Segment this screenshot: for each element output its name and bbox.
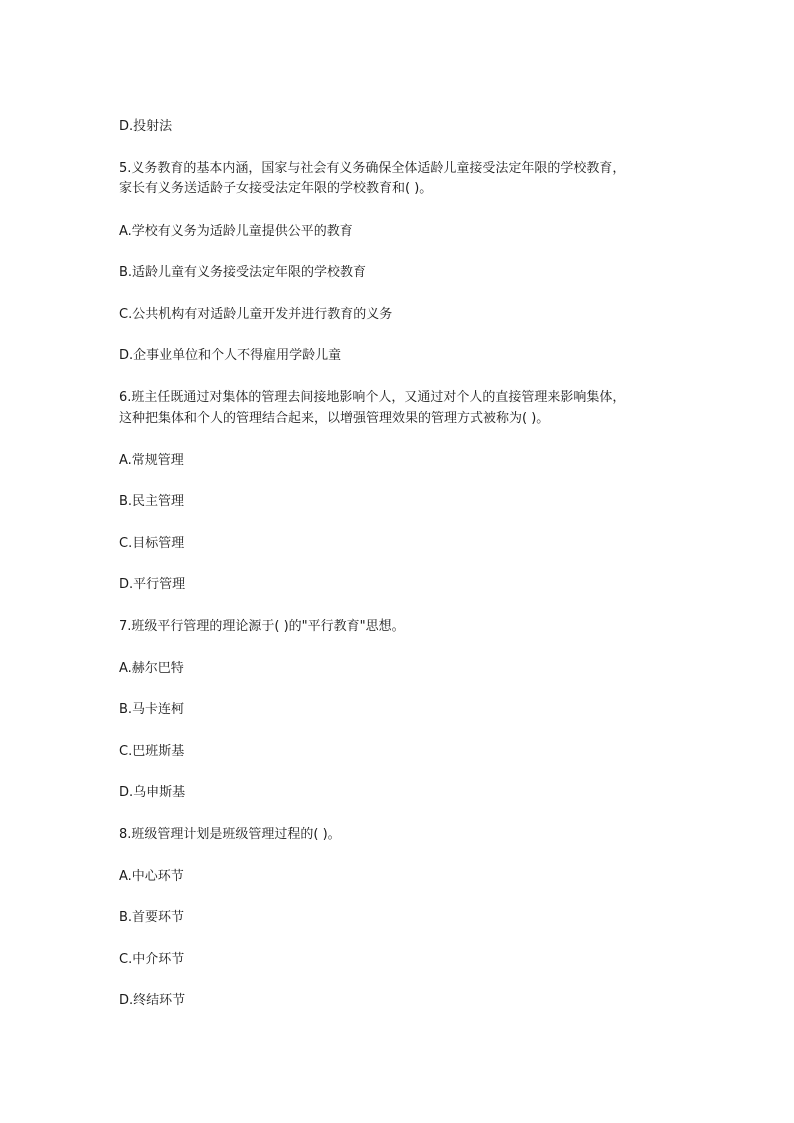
option-q7-b: B.马卡连柯: [119, 702, 185, 717]
option-q6-a: A.常规管理: [119, 453, 184, 468]
option-q8-d: D.终结环节: [119, 993, 186, 1008]
question-6-line-1: 6.班主任既通过对集体的管理去间接地影响个人，又通过对个人的直接管理来影响集体，: [119, 390, 626, 405]
option-q7-a: A.赫尔巴特: [119, 661, 184, 676]
option-q8-b: B.首要环节: [119, 910, 185, 925]
option-q6-d: D.平行管理: [119, 577, 186, 592]
question-5-line-2: 家长有义务送适龄子女接受法定年限的学校教育和( )。: [119, 181, 433, 196]
option-q6-c: C.目标管理: [119, 536, 185, 551]
option-q5-d: D.企事业单位和个人不得雇用学龄儿童: [119, 348, 342, 363]
option-q5-b: B.适龄儿童有义务接受法定年限的学校教育: [119, 265, 367, 280]
option-q4-d: D.投射法: [119, 119, 173, 134]
question-7: 7.班级平行管理的理论源于( )的"平行教育"思想。: [119, 619, 405, 634]
option-q8-a: A.中心环节: [119, 869, 184, 884]
option-q8-c: C.中介环节: [119, 952, 185, 967]
option-q5-a: A.学校有义务为适龄儿童提供公平的教育: [119, 224, 353, 239]
option-q6-b: B.民主管理: [119, 494, 185, 509]
option-q7-c: C.巴班斯基: [119, 744, 185, 759]
option-q5-c: C.公共机构有对适龄儿童开发并进行教育的义务: [119, 307, 393, 322]
option-q7-d: D.乌申斯基: [119, 785, 186, 800]
question-8: 8.班级管理计划是班级管理过程的( )。: [119, 827, 341, 842]
question-6-line-2: 这种把集体和个人的管理结合起来，以增强管理效果的管理方式被称为( )。: [119, 411, 550, 426]
question-5-line-1: 5.义务教育的基本内涵，国家与社会有义务确保全体适龄儿童接受法定年限的学校教育，: [119, 161, 626, 176]
